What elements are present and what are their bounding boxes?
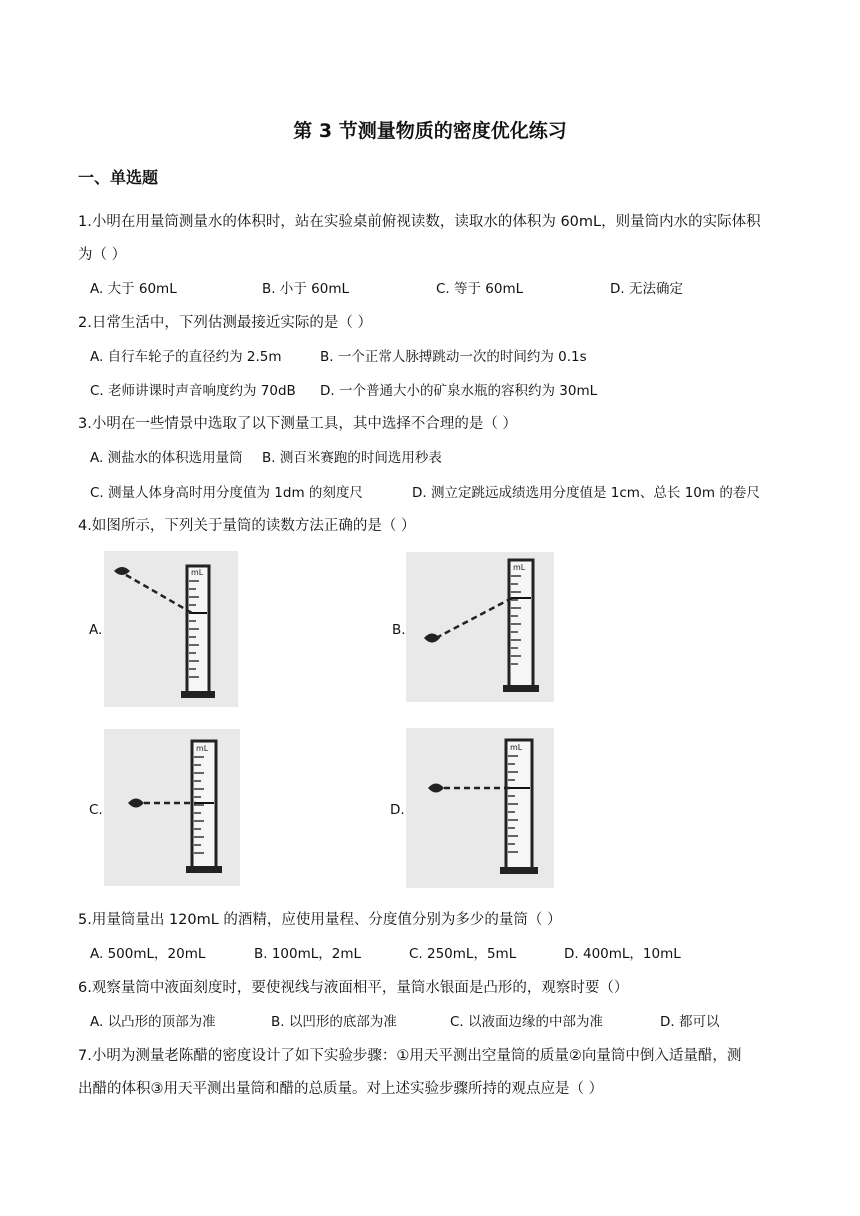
q1-option-d[interactable]: D. 无法确定 bbox=[610, 281, 683, 297]
cylinder-unit: mL bbox=[191, 568, 204, 577]
q4-label-b[interactable]: B. bbox=[392, 622, 406, 638]
eye-icon bbox=[128, 799, 144, 808]
cylinder-eye-below-illustration bbox=[406, 552, 554, 702]
q2-option-b[interactable]: B. 一个正常人脉搏跳动一次的时间约为 0.1s bbox=[320, 349, 587, 365]
q4-figure-c[interactable] bbox=[104, 729, 240, 886]
cylinder-base bbox=[503, 685, 539, 692]
q1-option-b[interactable]: B. 小于 60mL bbox=[262, 281, 349, 297]
q4-figure-a[interactable] bbox=[104, 551, 238, 707]
cylinder-base bbox=[181, 691, 215, 698]
q5-option-b[interactable]: B. 100mL，2mL bbox=[254, 946, 362, 962]
sight-line bbox=[126, 575, 192, 613]
cylinder-eye-level-offset-illustration bbox=[406, 728, 554, 888]
cylinder-unit: mL bbox=[513, 563, 526, 572]
q4-label-a[interactable]: A. bbox=[89, 622, 103, 638]
q1-option-a[interactable]: A. 大于 60mL bbox=[90, 281, 177, 297]
cylinder-unit: mL bbox=[510, 743, 523, 752]
cylinder-base bbox=[500, 867, 538, 874]
q2-option-c[interactable]: C. 老师讲课时声音响度约为 70dB bbox=[90, 383, 296, 399]
q6-stem: 6.观察量筒中液面刻度时，要使视线与液面相平，量筒水银面是凸形的，观察时要（） bbox=[78, 980, 629, 996]
q3-stem: 3.小明在一些情景中选取了以下测量工具，其中选择不合理的是（ ） bbox=[78, 416, 517, 432]
cylinder-eye-above-illustration bbox=[104, 551, 238, 707]
q3-option-a[interactable]: A. 测盐水的体积选用量筒 bbox=[90, 450, 243, 466]
q6-option-d[interactable]: D. 都可以 bbox=[660, 1014, 720, 1030]
q7-stem-line1: 7.小明为测量老陈醋的密度设计了如下实验步骤：①用天平测出空量筒的质量②向量筒中倒入适量醋，测 bbox=[78, 1048, 742, 1064]
q3-option-d[interactable]: D. 测立定跳远成绩选用分度值是 1cm、总长 10m 的卷尺 bbox=[412, 485, 760, 501]
q3-option-b[interactable]: B. 测百米赛跑的时间选用秒表 bbox=[262, 450, 442, 466]
cylinder-eye-level-illustration bbox=[104, 729, 240, 886]
q6-option-b[interactable]: B. 以凹形的底部为准 bbox=[271, 1014, 397, 1030]
eye-icon bbox=[428, 784, 444, 793]
q2-option-a[interactable]: A. 自行车轮子的直径约为 2.5m bbox=[90, 349, 282, 365]
q4-label-d[interactable]: D. bbox=[390, 802, 405, 818]
eye-icon bbox=[424, 634, 440, 643]
eye-icon bbox=[114, 567, 130, 575]
q6-option-a[interactable]: A. 以凸形的顶部为准 bbox=[90, 1014, 216, 1030]
cylinder-base bbox=[186, 866, 222, 873]
sight-line bbox=[436, 598, 512, 638]
q4-stem: 4.如图所示，下列关于量筒的读数方法正确的是（ ） bbox=[78, 518, 416, 534]
q3-option-c[interactable]: C. 测量人体身高时用分度值为 1dm 的刻度尺 bbox=[90, 485, 363, 501]
q5-stem: 5.用量筒量出 120mL 的酒精，应使用量程、分度值分别为多少的量筒（ ） bbox=[78, 912, 562, 928]
q4-figure-d[interactable] bbox=[406, 728, 554, 888]
q1-stem-line1: 1.小明在用量筒测量水的体积时，站在实验桌前俯视读数，读取水的体积为 60mL，则量筒内水的实际体积 bbox=[78, 214, 761, 230]
q1-option-c[interactable]: C. 等于 60mL bbox=[436, 281, 524, 297]
section-heading: 一、单选题 bbox=[78, 168, 159, 187]
q2-option-d[interactable]: D. 一个普通大小的矿泉水瓶的容积约为 30mL bbox=[320, 383, 598, 399]
q4-label-c[interactable]: C. bbox=[89, 802, 103, 818]
q2-stem: 2.日常生活中，下列估测最接近实际的是（ ） bbox=[78, 315, 372, 331]
cylinder-body bbox=[506, 740, 532, 870]
q5-option-d[interactable]: D. 400mL，10mL bbox=[564, 946, 681, 962]
q1-stem-line2: 为（ ） bbox=[78, 247, 127, 263]
q7-stem-line2: 出醋的体积③用天平测出量筒和醋的总质量。对上述实验步骤所持的观点应是（ ） bbox=[78, 1081, 604, 1097]
q6-option-c[interactable]: C. 以液面边缘的中部为准 bbox=[450, 1014, 604, 1030]
cylinder-unit: mL bbox=[196, 744, 209, 753]
page-title: 第 3 节测量物质的密度优化练习 bbox=[293, 120, 567, 142]
q5-option-c[interactable]: C. 250mL，5mL bbox=[409, 946, 517, 962]
cylinder-body bbox=[187, 566, 209, 694]
q5-option-a[interactable]: A. 500mL，20mL bbox=[90, 946, 206, 962]
q4-figure-b[interactable] bbox=[406, 552, 554, 702]
